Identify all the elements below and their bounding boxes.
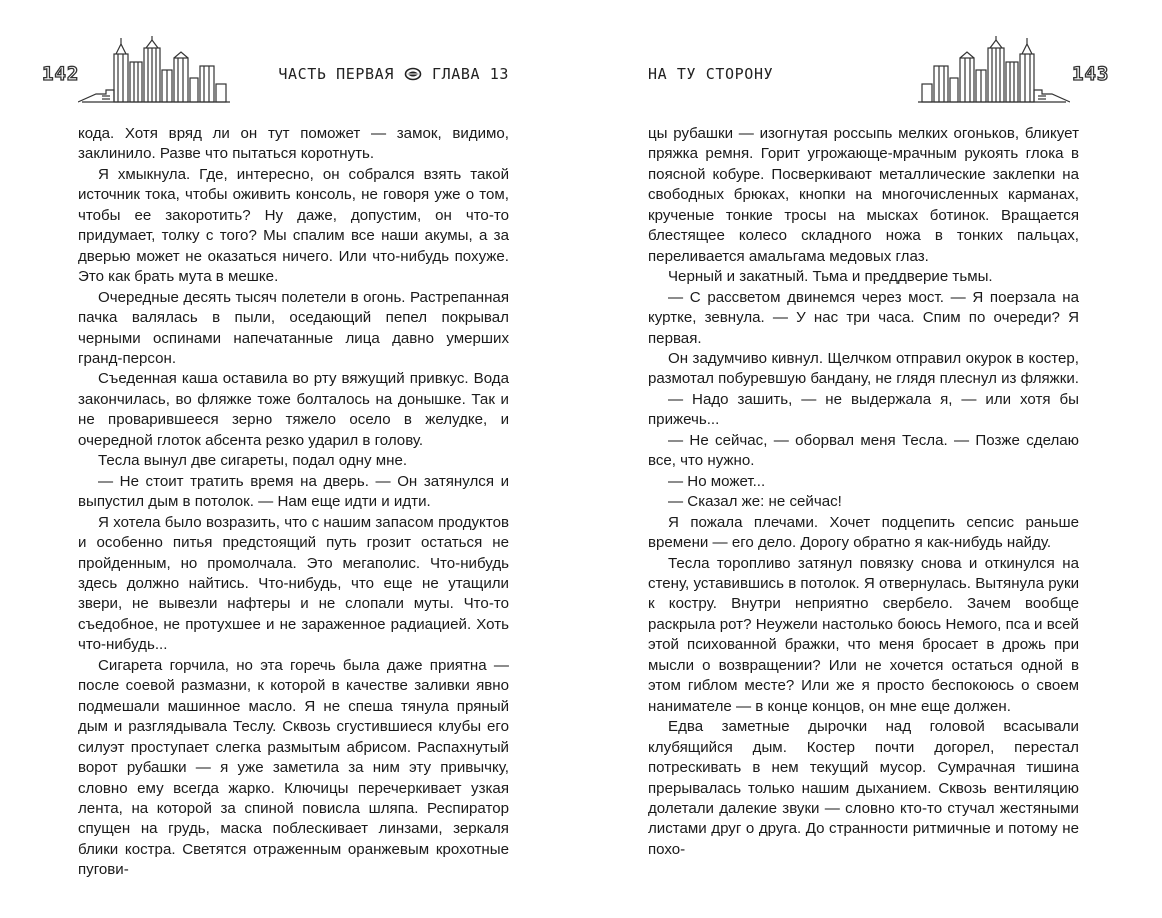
- running-head-chapter: ГЛАВА 13: [431, 65, 509, 83]
- paragraph: — Сказал же: не сейчас!: [668, 493, 842, 511]
- right-page: [581, 0, 1162, 918]
- paragraph: — Не стоит тратить время на дверь. — Он затянулся и выпустил дым в потолок. — Нам еще идти и идти.: [78, 472, 509, 511]
- bullet-ornament-icon: [404, 67, 422, 81]
- paragraph: — Надо зашить, — не выдержала я, — или хотя бы прижечь...: [648, 390, 1079, 429]
- running-head: НА ТУ СТОРОНУ: [648, 65, 774, 83]
- paragraph: Я хотела было возразить, что с нашим запасом продуктов и особенно питья предстоящий путь грозит остаться не пройденным, но промолчала. Это мегаполис. Что-нибудь здесь должно найтись. Что-нибудь, что еще не утащили звери, не вывезли нафтеры и не слопали муты. Что-то съедобное, не протухшее и не зараженное радиацией. Хоть что-нибудь...: [78, 513, 509, 654]
- page-number: 143: [1072, 63, 1110, 85]
- paragraph: — С рассветом двинемся через мост. — Я поерзала на куртке, зевнула. — У нас три часа. Спим по очереди? Я первая.: [648, 288, 1079, 347]
- paragraph: Очередные десять тысяч полетели в огонь. Растрепанная пачка валялась в пыли, оседающий пепел покрывал черными оспинами напечатанные лица давно умерших гранд-персон.: [78, 288, 509, 367]
- city-skyline-icon: [918, 36, 1070, 104]
- paragraph: Я пожала плечами. Хочет подцепить сепсис раньше времени — его дело. Дорогу обратно я как-нибудь найду.: [648, 513, 1079, 552]
- body-text: [648, 124, 1079, 860]
- running-head-part: ЧАСТЬ ПЕРВАЯ: [278, 65, 394, 83]
- running-head: [278, 64, 509, 84]
- city-skyline-icon: [78, 36, 230, 104]
- paragraph: Тесла вынул две сигареты, подал одну мне.: [98, 452, 408, 470]
- paragraph: Съеденная каша оставила во рту вяжущий привкус. Вода закончилась, во фляжке тоже болталось на донышке. Так и не проварившееся зерно тяжело осело в желудке, и очередной глоток абсента резко ударил в голову.: [78, 370, 509, 449]
- body-text: [78, 124, 509, 881]
- paragraph: Черный и закатный. Тьма и преддверие тьмы.: [668, 268, 993, 286]
- paragraph: Он задумчиво кивнул. Щелчком отправил окурок в костер, размотал побуревшую бандану, не глядя плеснул из фляжки.: [648, 349, 1080, 388]
- paragraph: — Но может...: [668, 472, 766, 490]
- paragraph: Тесла торопливо затянул повязку снова и откинулся на стену, уставившись в потолок. Я отвернулась. Вытянула руки к костру. Внутри неприятно свербело. Зачем вообще раскрыла рот? Неужели настолько боюсь Немого, пса и всей этой психованной бражки, что меня бросает в дрожь при мысли о возвращении? Или не хочется остаться одной в этом гиблом месте? Или же я просто беспокоюсь о своем нанимателе — в конце концов, он мне еще должен.: [648, 554, 1079, 715]
- paragraph: Едва заметные дырочки над головой всасывали клубящийся дым. Костер почти догорел, перестал потрескивать в нем текущий мусор. Сумрачная тишина прерывалась только нашим дыханием. Сквозь вентиляцию долетали далекие звуки — словно кто-то стучал жестяными листами друг о друга. До странности ритмичные и потому не похо-: [648, 718, 1079, 858]
- paragraph: — Не сейчас, — оборвал меня Тесла. — Позже сделаю все, что нужно.: [648, 431, 1079, 470]
- page-number: 142: [42, 63, 80, 85]
- paragraph: цы рубашки — изогнутая россыпь мелких огоньков, бликует пряжка ремня. Горит угрожающе-мрачным рукоять глока в поясной кобуре. Посверкивают металлические заклепки на свободных брюках, кнопки на многочисленных карманах, крученые тонкие тросы на мысках ботинок. Вращается блестящее колесо складного ножа в тонких пальцах, переливается амальгама медовых глаз.: [648, 125, 1079, 265]
- paragraph: кода. Хотя вряд ли он тут поможет — замок, видимо, заклинило. Разве что пытаться коротнуть.: [78, 125, 509, 163]
- paragraph: Я хмыкнула. Где, интересно, он собрался взять такой источник тока, чтобы оживить консоль, не говоря уже о том, чтобы ее закоротить? Ну даже, допустим, он что-то придумает, толку с того? Мы спалим все наши акумы, а за дверью может не оказаться ничего. Или что-нибудь похуже. Это как брать мута в мешке.: [78, 165, 509, 286]
- paragraph: Сигарета горчила, но эта горечь была даже приятна — после соевой размазни, к которой в качестве заливки явно подмешали машинное масло. Я не спеша тянула пряный дым и разглядывала Теслу. Сквозь сгустившиеся клубы его силуэт проступает слегка размытым абрисом. Распахнутый ворот рубашки — я уже заметила за ним эту привычку, словно ему всегда жарко. Ключицы перечеркивает узкая лента, на которой за спиной повисла шляпа. Респиратор спущен на грудь, маска поблескивает линзами, зеркаля блики костра. Светятся отраженным оранжевым крохотные пугови-: [78, 656, 509, 879]
